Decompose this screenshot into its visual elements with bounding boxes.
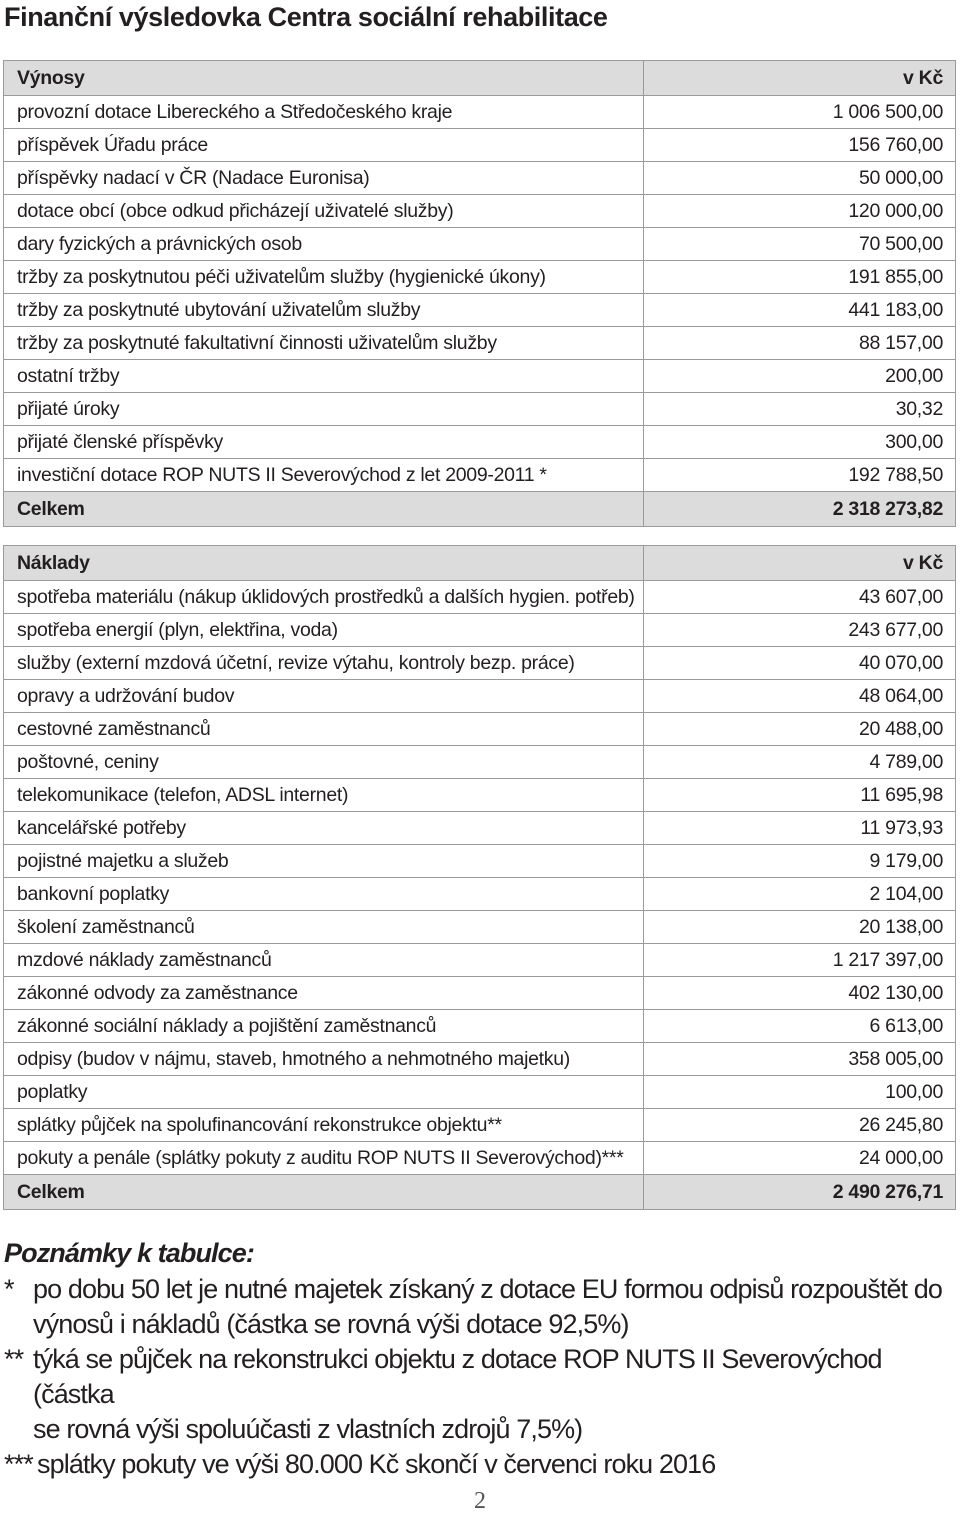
- cost-row: [4, 581, 956, 614]
- revenue-row: [4, 360, 956, 393]
- revenue-row: [4, 459, 956, 492]
- cost-row: [4, 845, 956, 878]
- row-amount: 40 070,00: [644, 647, 956, 680]
- row-label: poplatky: [4, 1076, 644, 1109]
- revenues-unit: v Kč: [644, 61, 956, 96]
- row-amount: 9 179,00: [644, 845, 956, 878]
- revenue-row: [4, 426, 956, 459]
- row-label: tržby za poskytnuté fakultativní činnosti uživatelům služby: [4, 327, 644, 360]
- note-text: výnosů i nákladů (částka se rovná výši dotace 92,5%): [33, 1309, 629, 1339]
- cost-row: [4, 1043, 956, 1076]
- row-amount: 120 000,00: [644, 195, 956, 228]
- row-label: tržby za poskytnuté ubytování uživatelům služby: [4, 294, 644, 327]
- cost-row: [4, 911, 956, 944]
- revenue-row: [4, 162, 956, 195]
- row-amount: 100,00: [644, 1076, 956, 1109]
- revenues-total-label: Celkem: [4, 492, 644, 527]
- note-text: po dobu 50 let je nutné majetek získaný z dotace EU formou odpisů rozpouštět do: [33, 1274, 942, 1304]
- cost-row: [4, 1109, 956, 1142]
- revenue-row: [4, 294, 956, 327]
- cost-row: [4, 878, 956, 911]
- notes-section: [4, 1236, 956, 1482]
- note-item: [4, 1447, 956, 1482]
- row-amount: 20 138,00: [644, 911, 956, 944]
- row-label: odpisy (budov v nájmu, staveb, hmotného a nehmotného majetku): [4, 1043, 644, 1076]
- row-amount: 200,00: [644, 360, 956, 393]
- costs-header-row: [4, 546, 956, 581]
- row-amount: 11 695,98: [644, 779, 956, 812]
- row-amount: 88 157,00: [644, 327, 956, 360]
- cost-row: [4, 680, 956, 713]
- row-label: přijaté členské příspěvky: [4, 426, 644, 459]
- row-amount: 2 104,00: [644, 878, 956, 911]
- row-amount: 243 677,00: [644, 614, 956, 647]
- row-amount: 156 760,00: [644, 129, 956, 162]
- cost-row: [4, 779, 956, 812]
- row-amount: 26 245,80: [644, 1109, 956, 1142]
- costs-rows: [4, 581, 956, 1175]
- row-label: zákonné sociální náklady a pojištění zaměstnanců: [4, 1010, 644, 1043]
- row-amount: 191 855,00: [644, 261, 956, 294]
- row-label: dotace obcí (obce odkud přicházejí uživatelé služby): [4, 195, 644, 228]
- revenues-header-row: [4, 61, 956, 96]
- note-mark: *: [4, 1274, 14, 1304]
- row-label: cestovné zaměstnanců: [4, 713, 644, 746]
- cost-row: [4, 1142, 956, 1175]
- revenue-row: [4, 96, 956, 129]
- row-amount: 358 005,00: [644, 1043, 956, 1076]
- revenue-row: [4, 327, 956, 360]
- cost-row: [4, 1010, 956, 1043]
- row-label: bankovní poplatky: [4, 878, 644, 911]
- note-text: týká se půjček na rekonstrukci objektu z dotace ROP NUTS II Severovýchod (částka: [33, 1344, 882, 1409]
- note-text: se rovná výši spoluúčasti z vlastních zdrojů 7,5%): [33, 1414, 583, 1444]
- row-amount: 24 000,00: [644, 1142, 956, 1175]
- cost-row: [4, 746, 956, 779]
- row-amount: 70 500,00: [644, 228, 956, 261]
- row-amount: 48 064,00: [644, 680, 956, 713]
- row-label: zákonné odvody za zaměstnance: [4, 977, 644, 1010]
- row-amount: 402 130,00: [644, 977, 956, 1010]
- row-label: mzdové náklady zaměstnanců: [4, 944, 644, 977]
- row-label: kancelářské potřeby: [4, 812, 644, 845]
- row-label: ostatní tržby: [4, 360, 644, 393]
- row-amount: 30,32: [644, 393, 956, 426]
- revenues-header: Výnosy: [4, 61, 644, 96]
- cost-row: [4, 713, 956, 746]
- row-label: tržby za poskytnutou péči uživatelům služby (hygienické úkony): [4, 261, 644, 294]
- cost-row: [4, 1076, 956, 1109]
- row-label: spotřeba energií (plyn, elektřina, voda): [4, 614, 644, 647]
- revenues-total-amount: 2 318 273,82: [644, 492, 956, 527]
- note-item: [4, 1342, 956, 1447]
- row-label: dary fyzických a právnických osob: [4, 228, 644, 261]
- row-label: poštovné, ceniny: [4, 746, 644, 779]
- row-label: školení zaměstnanců: [4, 911, 644, 944]
- row-label: splátky půjček na spolufinancování rekonstrukce objektu**: [4, 1109, 644, 1142]
- row-label: přijaté úroky: [4, 393, 644, 426]
- costs-header: Náklady: [4, 546, 644, 581]
- row-label: pokuty a penále (splátky pokuty z auditu ROP NUTS II Severovýchod)***: [4, 1142, 644, 1175]
- row-label: investiční dotace ROP NUTS II Severovýchod z let 2009-2011 *: [4, 459, 644, 492]
- row-label: opravy a udržování budov: [4, 680, 644, 713]
- revenue-row: [4, 261, 956, 294]
- row-amount: 50 000,00: [644, 162, 956, 195]
- note-mark: ***: [4, 1449, 33, 1479]
- row-amount: 4 789,00: [644, 746, 956, 779]
- row-label: pojistné majetku a služeb: [4, 845, 644, 878]
- revenues-table: [3, 60, 956, 527]
- row-amount: 300,00: [644, 426, 956, 459]
- document-title: Finanční výsledovka Centra sociální rehabilitace: [4, 2, 608, 32]
- row-amount: 43 607,00: [644, 581, 956, 614]
- row-amount: 1 217 397,00: [644, 944, 956, 977]
- row-label: služby (externí mzdová účetní, revize výtahu, kontroly bezp. práce): [4, 647, 644, 680]
- note-text: splátky pokuty ve výši 80.000 Kč skončí v červenci roku 2016: [37, 1449, 716, 1479]
- cost-row: [4, 944, 956, 977]
- revenue-row: [4, 129, 956, 162]
- cost-row: [4, 812, 956, 845]
- revenue-row: [4, 195, 956, 228]
- row-amount: 1 006 500,00: [644, 96, 956, 129]
- notes-list: [4, 1272, 956, 1482]
- costs-total-label: Celkem: [4, 1175, 644, 1210]
- row-amount: 192 788,50: [644, 459, 956, 492]
- row-amount: 20 488,00: [644, 713, 956, 746]
- notes-title: Poznámky k tabulce:: [4, 1238, 254, 1268]
- row-label: telekomunikace (telefon, ADSL internet): [4, 779, 644, 812]
- revenue-row: [4, 228, 956, 261]
- note-item: [4, 1272, 956, 1342]
- cost-row: [4, 614, 956, 647]
- page-number: 2: [474, 1488, 486, 1514]
- row-label: příspěvky nadací v ČR (Nadace Euronisa): [4, 162, 644, 195]
- row-amount: 6 613,00: [644, 1010, 956, 1043]
- note-mark: **: [4, 1344, 24, 1374]
- row-label: spotřeba materiálu (nákup úklidových prostředků a dalších hygien. potřeb): [4, 581, 644, 614]
- cost-row: [4, 647, 956, 680]
- row-amount: 441 183,00: [644, 294, 956, 327]
- revenues-total-row: [4, 492, 956, 527]
- costs-total-row: [4, 1175, 956, 1210]
- row-label: provozní dotace Libereckého a Středočeského kraje: [4, 96, 644, 129]
- row-label: příspěvek Úřadu práce: [4, 129, 644, 162]
- costs-table: [3, 545, 956, 1210]
- revenue-row: [4, 393, 956, 426]
- cost-row: [4, 977, 956, 1010]
- costs-total-amount: 2 490 276,71: [644, 1175, 956, 1210]
- revenues-rows: [4, 96, 956, 492]
- costs-unit: v Kč: [644, 546, 956, 581]
- row-amount: 11 973,93: [644, 812, 956, 845]
